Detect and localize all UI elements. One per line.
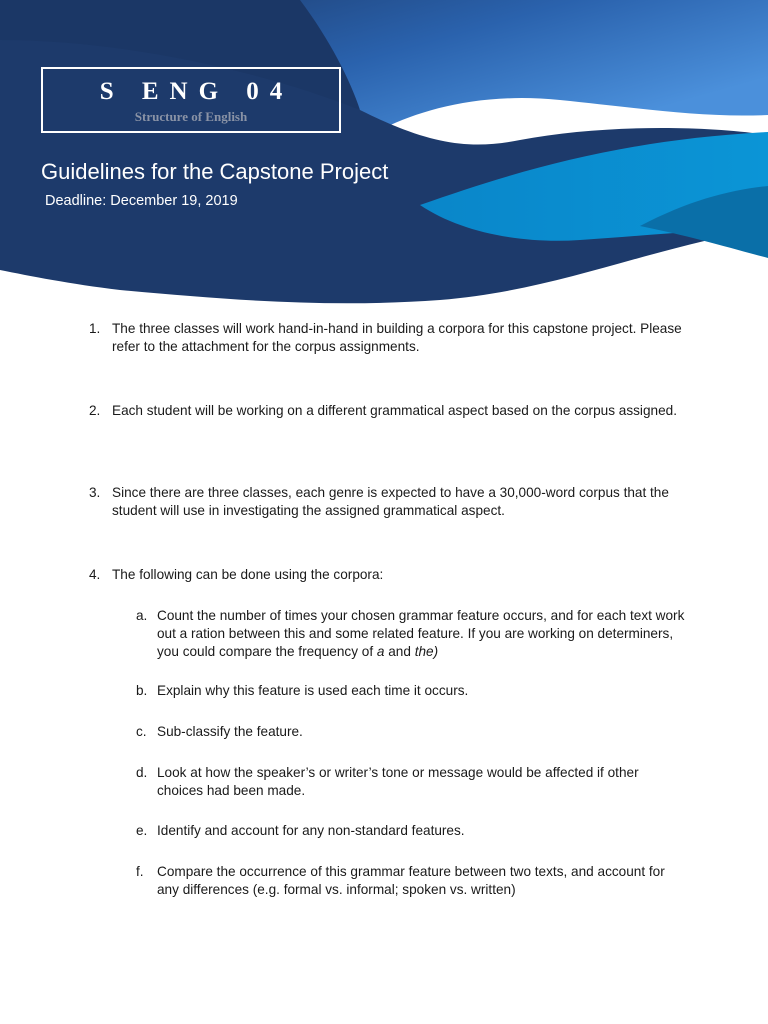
sub-item-text: Identify and account for any non-standard features. — [157, 823, 465, 838]
course-code: S ENG 04 — [99, 78, 294, 105]
sub-item-letter: e. — [136, 823, 148, 838]
document-title: Guidelines for the Capstone Project — [41, 159, 389, 184]
sub-item-letter: d. — [136, 765, 148, 780]
sub-item-letter: a. — [136, 608, 148, 623]
course-label-box — [41, 67, 341, 133]
sub-item-text: Sub-classify the feature. — [157, 724, 303, 739]
sub-item-text: Explain why this feature is used each time it occurs. — [157, 683, 469, 698]
sub-item-text: Look at how the speaker’s or writer’s tone or message would be affected if other choices had been made. — [157, 765, 639, 798]
sub-item-letter: c. — [136, 724, 147, 739]
list-item-text: The following can be done using the corpora: — [112, 567, 384, 582]
list-item-text: Since there are three classes, each genre is expected to have a 30,000-word corpus that the student will use in investigating the assigned grammatical aspect. — [112, 485, 669, 518]
list-item-number: 2. — [89, 403, 101, 418]
list-item-number: 4. — [89, 567, 101, 582]
sub-item-text: Count the number of times your chosen grammar feature occurs, and for each text work out a ration between this and some related feature. If you are working on determiners, you could compare the frequency of a and the) — [157, 608, 685, 659]
list-item-text: The three classes will work hand-in-hand in building a corpora for this capstone project. Please refer to the attachment for the corpus assignments. — [112, 321, 682, 354]
list-item-number: 1. — [89, 321, 101, 336]
deadline: Deadline: December 19, 2019 — [45, 193, 238, 209]
course-name: Structure of English — [134, 109, 248, 124]
sub-item-letter: b. — [136, 683, 148, 698]
sub-item-letter: f. — [136, 864, 144, 879]
list-item-text: Each student will be working on a different grammatical aspect based on the corpus assigned. — [112, 403, 677, 418]
list-item-number: 3. — [89, 485, 101, 500]
sub-item-text: Compare the occurrence of this grammar feature between two texts, and account for any differences (e.g. formal vs. informal; spoken vs. written) — [157, 864, 665, 897]
